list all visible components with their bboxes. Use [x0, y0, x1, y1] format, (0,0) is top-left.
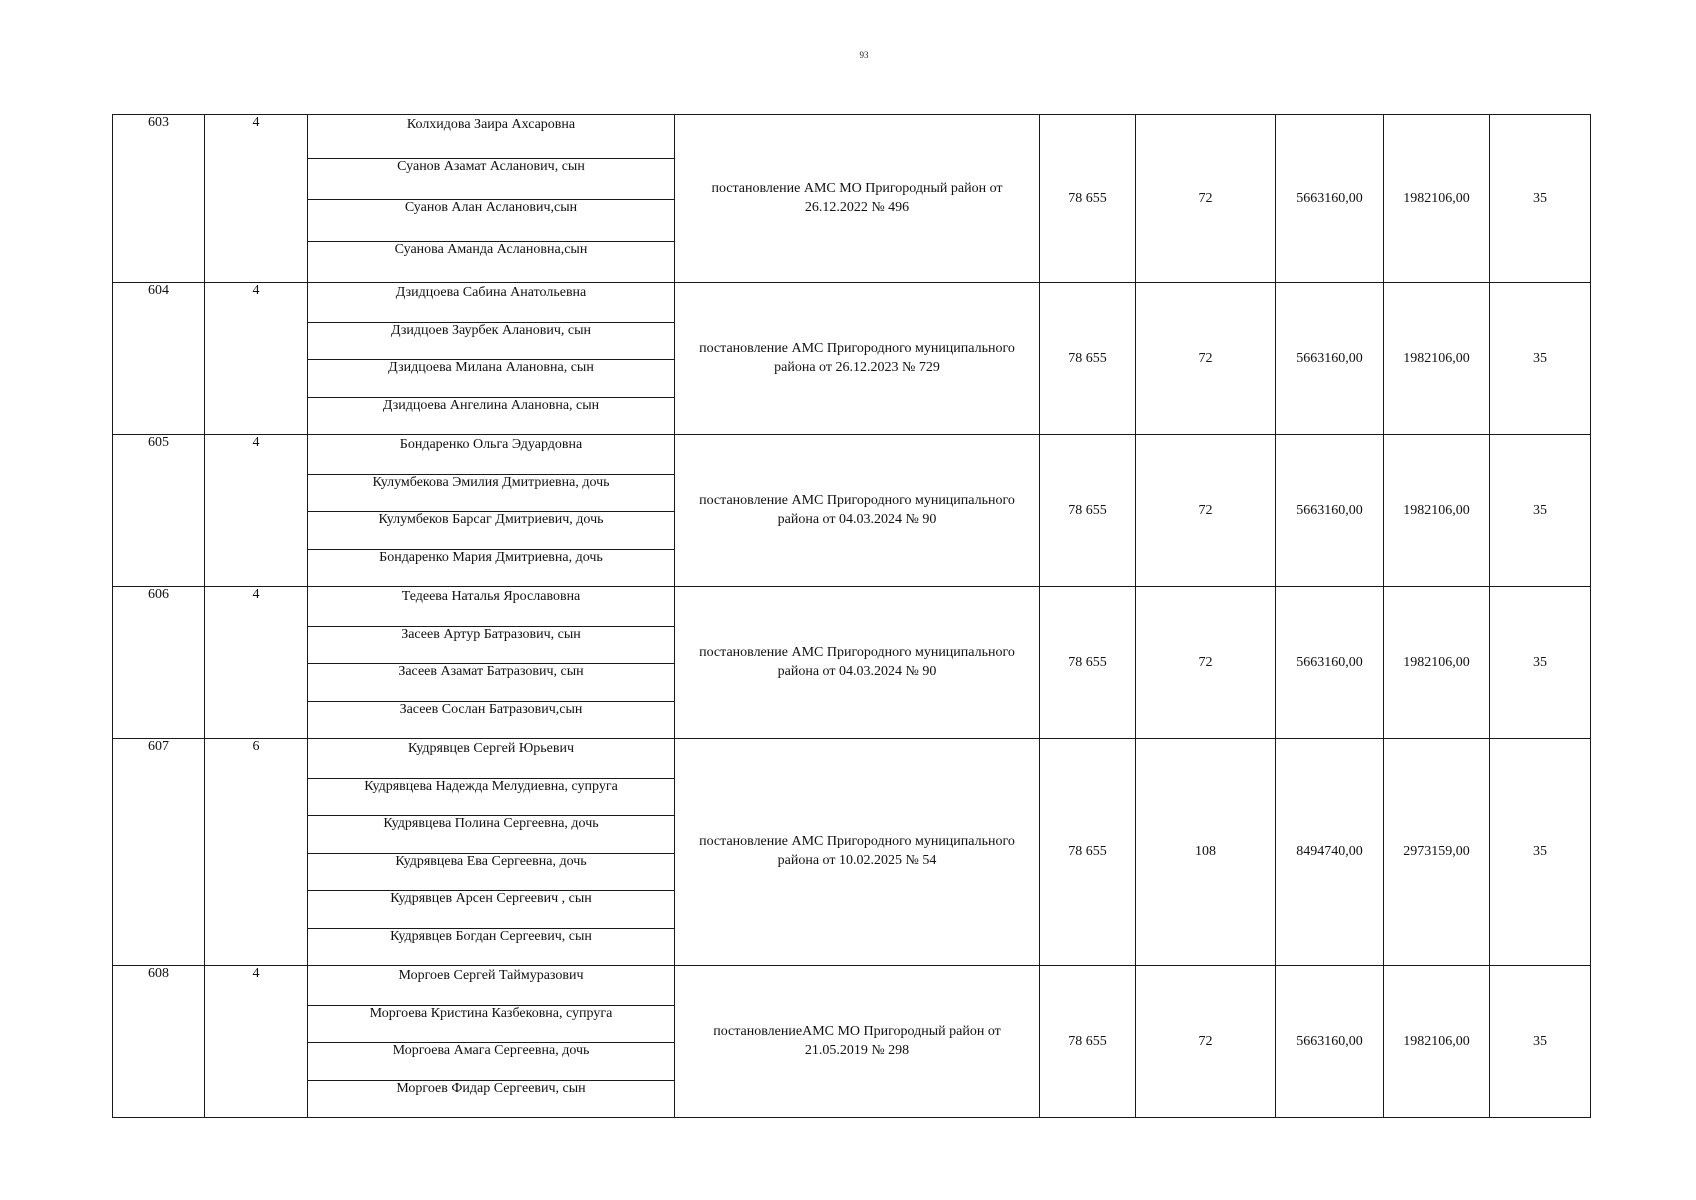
table-row — [113, 435, 1591, 475]
decree-line-1: постановление АМС Пригородного муниципального — [699, 340, 1015, 356]
family-size: 4 — [205, 435, 308, 587]
decree-line-1: постановление АМС Пригородного муниципального — [699, 644, 1015, 660]
subsidy-amount: 2973159,00 — [1384, 739, 1490, 966]
norm-cost-per-sqm: 78 655 — [1040, 435, 1136, 587]
norm-cost-per-sqm: 78 655 — [1040, 115, 1136, 283]
family-member-name: Кудрявцев Богдан Сергеевич, сын — [308, 928, 675, 966]
family-member-name: Кулумбеков Барсаг Дмитриевич, дочь — [308, 512, 675, 550]
total-amount: 8494740,00 — [1276, 739, 1384, 966]
decree-line-2: района от 26.12.2023 № 729 — [774, 359, 940, 375]
housing-area: 72 — [1136, 587, 1276, 739]
decree-line-2: района от 10.02.2025 № 54 — [777, 853, 937, 868]
housing-area: 72 — [1136, 115, 1276, 283]
family-member-name: Кудрявцев Сергей Юрьевич — [308, 739, 675, 779]
table-row — [113, 115, 1591, 159]
subsidy-amount: 1982106,00 — [1384, 435, 1490, 587]
total-amount: 5663160,00 — [1276, 283, 1384, 435]
family-member-name: Кудрявцева Полина Сергеевна, дочь — [308, 816, 675, 854]
table-row — [113, 966, 1591, 1006]
family-member-name: Суанов Алан Асланович,сын — [308, 200, 675, 242]
subsidy-percent: 35 — [1490, 283, 1591, 435]
family-member-name: Дзидцоева Ангелина Алановна, сын — [308, 397, 675, 435]
record-number: 607 — [113, 739, 205, 966]
table-row — [113, 283, 1591, 323]
family-member-name: Тедеева Наталья Ярославовна — [308, 587, 675, 627]
decree-line-1: постановление АМС Пригородного муниципального — [699, 492, 1015, 508]
subsidy-percent: 35 — [1490, 587, 1591, 739]
housing-subsidy-registry-table — [112, 114, 1591, 1118]
decree-line-2: 21.05.2019 № 298 — [804, 1042, 910, 1058]
total-amount: 5663160,00 — [1276, 966, 1384, 1118]
family-member-name: Суанов Азамат Асланович, сын — [308, 158, 675, 200]
total-amount: 5663160,00 — [1276, 115, 1384, 283]
housing-area: 108 — [1136, 739, 1276, 966]
total-amount: 5663160,00 — [1276, 587, 1384, 739]
family-size: 4 — [205, 115, 308, 283]
family-member-name: Кудрявцева Ева Сергеевна, дочь — [308, 853, 675, 891]
housing-area: 72 — [1136, 966, 1276, 1118]
table-row — [113, 587, 1591, 627]
family-member-name: Суанова Аманда Аслановна,сын — [308, 241, 675, 283]
family-size: 4 — [205, 966, 308, 1118]
decree-reference — [675, 115, 1040, 283]
family-member-name: Бондаренко Ольга Эдуардовна — [308, 435, 675, 475]
record-number: 606 — [113, 587, 205, 739]
family-member-name: Колхидова Заира Ахсаровна — [308, 115, 675, 159]
decree-reference — [675, 283, 1040, 435]
family-member-name: Засеев Сослан Батразович,сын — [308, 701, 675, 739]
record-number: 605 — [113, 435, 205, 587]
family-member-name: Кудрявцева Надежда Мелудиевна, супруга — [308, 778, 675, 816]
record-number: 604 — [113, 283, 205, 435]
record-number: 608 — [113, 966, 205, 1118]
decree-reference — [675, 966, 1040, 1118]
norm-cost-per-sqm: 78 655 — [1040, 587, 1136, 739]
decree-reference — [675, 587, 1040, 739]
family-member-name: Моргоева Кристина Казбековна, супруга — [308, 1005, 675, 1043]
table-row — [113, 739, 1591, 779]
subsidy-amount: 1982106,00 — [1384, 587, 1490, 739]
record-number: 603 — [113, 115, 205, 283]
decree-line-2: района от 04.03.2024 № 90 — [777, 511, 937, 527]
subsidy-amount: 1982106,00 — [1384, 966, 1490, 1118]
subsidy-percent: 35 — [1490, 966, 1591, 1118]
housing-area: 72 — [1136, 283, 1276, 435]
subsidy-percent: 35 — [1490, 115, 1591, 283]
family-size: 4 — [205, 283, 308, 435]
norm-cost-per-sqm: 78 655 — [1040, 283, 1136, 435]
family-member-name: Засеев Артур Батразович, сын — [308, 626, 675, 664]
subsidy-amount: 1982106,00 — [1384, 115, 1490, 283]
total-amount: 5663160,00 — [1276, 435, 1384, 587]
decree-line-1: постановлениеАМС МО Пригородный район от — [713, 1023, 1001, 1039]
subsidy-percent: 35 — [1490, 435, 1591, 587]
family-member-name: Дзидцоев Заурбек Аланович, сын — [308, 322, 675, 360]
decree-line-2: района от 04.03.2024 № 90 — [777, 663, 937, 679]
family-member-name: Кудрявцев Арсен Сергеевич , сын — [308, 891, 675, 929]
norm-cost-per-sqm: 78 655 — [1040, 966, 1136, 1118]
housing-area: 72 — [1136, 435, 1276, 587]
decree-reference — [675, 435, 1040, 587]
subsidy-amount: 1982106,00 — [1384, 283, 1490, 435]
decree-line-2: 26.12.2022 № 496 — [804, 199, 910, 215]
family-member-name: Кулумбекова Эмилия Дмитриевна, дочь — [308, 474, 675, 512]
family-member-name: Бондаренко Мария Дмитриевна, дочь — [308, 549, 675, 587]
family-member-name: Дзидцоева Сабина Анатольевна — [308, 283, 675, 323]
family-size: 6 — [205, 739, 308, 966]
family-member-name: Моргоев Фидар Сергеевич, сын — [308, 1080, 675, 1118]
subsidy-percent: 35 — [1490, 739, 1591, 966]
family-member-name: Дзидцоева Милана Алановна, сын — [308, 360, 675, 398]
registry-body — [113, 115, 1591, 1118]
family-member-name: Моргоева Амага Сергеевна, дочь — [308, 1043, 675, 1081]
page-number: 93 — [859, 50, 869, 60]
decree-reference — [675, 739, 1040, 966]
norm-cost-per-sqm: 78 655 — [1040, 739, 1136, 966]
family-size: 4 — [205, 587, 308, 739]
family-member-name: Моргоев Сергей Таймуразович — [308, 966, 675, 1006]
decree-line-1: постановление АМС Пригородного муниципального — [699, 834, 1015, 850]
decree-line-1: постановление АМС МО Пригородный район от — [711, 180, 1003, 196]
family-member-name: Засеев Азамат Батразович, сын — [308, 664, 675, 702]
